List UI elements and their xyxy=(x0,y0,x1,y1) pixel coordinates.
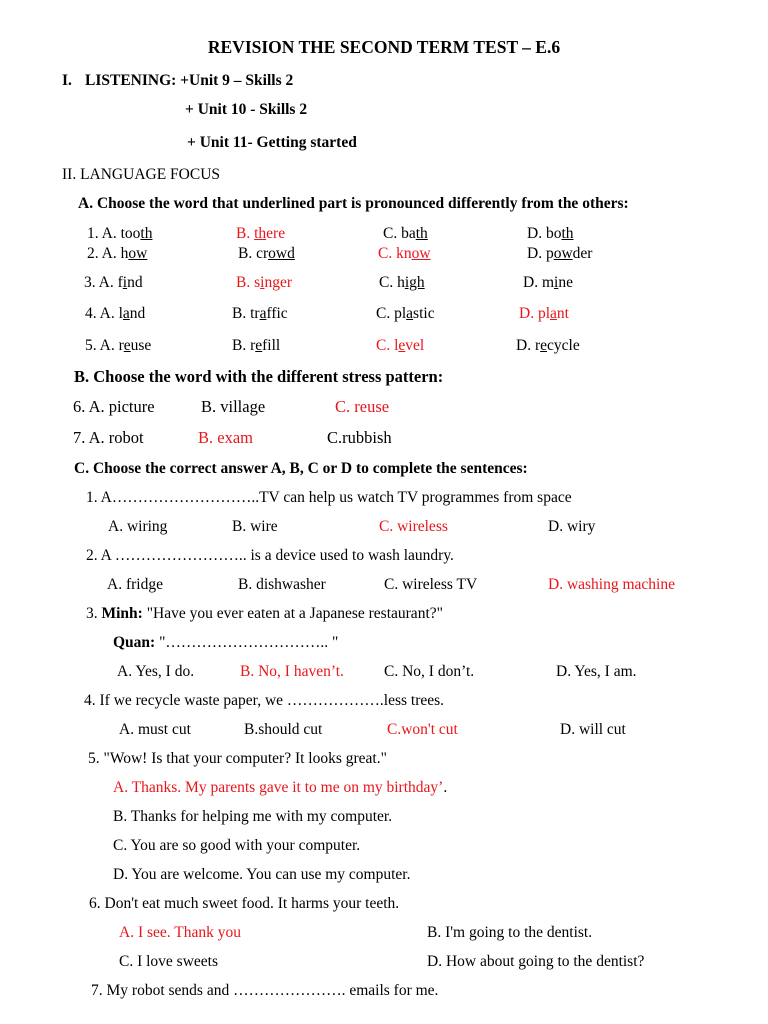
question-3-line-2: "………………………….. " xyxy=(159,634,339,651)
part-a-q3-option-b xyxy=(236,274,292,292)
option-text: D. bo xyxy=(527,225,562,242)
q2-option-b: B. dishwasher xyxy=(238,576,326,593)
option-text: nd xyxy=(129,305,146,322)
option-text: ere xyxy=(266,225,286,242)
underlined-part: ow xyxy=(411,245,431,262)
option-text: 1. A. too xyxy=(87,225,141,242)
question-4-stem: 4. If we recycle waste paper, we ……………….less trees. xyxy=(84,692,445,709)
part-a-q3-option-a xyxy=(84,274,143,292)
question-1-stem: 1. A………………………..TV can help us watch TV programmes from space xyxy=(86,489,572,506)
q3-option-d: D. Yes, I am. xyxy=(556,663,637,680)
option-text: 3. A. f xyxy=(84,274,123,291)
option-text: C. ba xyxy=(383,225,416,242)
option-text: 5. A. r xyxy=(85,337,124,354)
underlined-part: a xyxy=(550,305,557,322)
question-6-option-a: A. I see. Thank you xyxy=(119,924,241,941)
option-text: vel xyxy=(405,337,425,354)
question-5-stem: 5. "Wow! Is that your computer? It looks great." xyxy=(88,750,387,767)
q1-option-c: C. wireless xyxy=(379,518,448,535)
option-text: ne xyxy=(558,274,573,291)
option-text: fill xyxy=(262,337,281,354)
listening-unit-11: + Unit 11- Getting started xyxy=(187,134,357,151)
document-title: REVISION THE SECOND TERM TEST – E.6 xyxy=(207,37,561,57)
underlined-part: th xyxy=(254,225,267,242)
q1-option-b: B. wire xyxy=(232,518,278,535)
underlined-part: ow xyxy=(553,245,573,262)
option-text: use xyxy=(130,337,152,354)
part-a-q3-option-c xyxy=(379,274,425,292)
option-text: D. m xyxy=(523,274,554,291)
part-a-q5-option-c xyxy=(376,337,424,355)
option-text: der xyxy=(572,245,593,262)
language-focus-heading: II. LANGUAGE FOCUS xyxy=(62,166,221,183)
question-5-option-d: D. You are welcome. You can use my computer. xyxy=(113,866,411,883)
question-5-option-b: B. Thanks for helping me with my computer. xyxy=(113,808,393,825)
part-b-q7-option-b: B. exam xyxy=(198,428,253,447)
question-5-option-a-period: . xyxy=(443,779,448,796)
question-6-option-d: D. How about going to the dentist? xyxy=(427,953,645,970)
question-3-number: 3. xyxy=(86,605,98,622)
q2-option-d: D. washing machine xyxy=(548,576,675,593)
part-b-q7-option-a: 7. A. robot xyxy=(73,428,144,447)
option-text: ffic xyxy=(266,305,288,322)
option-text: D. pl xyxy=(519,305,550,322)
underlined-part: e xyxy=(255,337,263,354)
part-a-q2-option-d xyxy=(527,245,592,263)
speaker-minh: Minh: xyxy=(101,605,143,622)
q1-option-a: A. wiring xyxy=(108,518,168,535)
q1-option-d: D. wiry xyxy=(548,518,596,535)
part-a-q4-option-d xyxy=(519,305,569,323)
option-text: C. kn xyxy=(378,245,412,262)
question-6-stem: 6. Don't eat much sweet food. It harms your teeth. xyxy=(89,895,400,912)
q4-option-d: D. will cut xyxy=(560,721,626,738)
q4-option-a: A. must cut xyxy=(119,721,191,738)
speaker-quan: Quan: xyxy=(113,634,156,651)
question-6-option-b: B. I'm going to the dentist. xyxy=(427,924,593,941)
option-text: B. r xyxy=(232,337,256,354)
part-a-q5-option-a xyxy=(85,337,151,355)
option-text: C. h xyxy=(379,274,405,291)
option-text: B. xyxy=(236,225,255,242)
part-a-q2-option-a xyxy=(87,245,147,263)
underlined-part: e xyxy=(398,337,406,354)
underlined-part: e xyxy=(123,337,131,354)
option-text: D. r xyxy=(516,337,541,354)
option-text: 2. A. h xyxy=(87,245,129,262)
option-text: cycle xyxy=(547,337,580,354)
q4-option-c: C.won't cut xyxy=(387,721,458,738)
underlined-part: a xyxy=(259,305,267,322)
question-7-stem: 7. My robot sends and …………………. emails for me. xyxy=(91,982,439,999)
underlined-part: a xyxy=(122,305,130,322)
underlined-part: th xyxy=(561,225,574,242)
q3-option-a: A. Yes, I do. xyxy=(117,663,195,680)
part-a-q5-option-b xyxy=(232,337,280,355)
part-a-q1-option-b xyxy=(236,225,285,243)
option-text: nt xyxy=(556,305,569,322)
part-a-q1-option-c xyxy=(383,225,428,243)
part-b-heading: B. Choose the word with the different stress pattern: xyxy=(74,367,444,386)
underlined-part: ow xyxy=(128,245,148,262)
part-b-q6-option-a: 6. A. picture xyxy=(73,397,155,416)
q4-option-b: B.should cut xyxy=(244,721,323,738)
part-a-q5-option-d xyxy=(516,337,580,355)
underlined-part: i xyxy=(260,274,265,291)
part-a-heading: A. Choose the word that underlined part is pronounced differently from the others: xyxy=(78,195,629,212)
part-b-q6-option-c: C. reuse xyxy=(335,397,390,416)
part-a-q4-option-a xyxy=(85,305,145,323)
option-text: D. p xyxy=(527,245,554,262)
part-c-heading: C. Choose the correct answer A, B, C or D to complete the sentences: xyxy=(74,460,528,477)
underlined-part: i xyxy=(122,274,128,291)
option-text: stic xyxy=(413,305,435,322)
option-text: nd xyxy=(127,274,143,291)
option-text: B. cr xyxy=(238,245,269,262)
part-b-q6-option-b: B. village xyxy=(201,397,266,416)
part-a-q4-option-c xyxy=(376,305,435,323)
listening-unit-10: + Unit 10 - Skills 2 xyxy=(185,101,308,118)
option-text: B. s xyxy=(236,274,261,291)
option-text: nger xyxy=(264,274,292,291)
part-a-q1-option-d xyxy=(527,225,574,243)
underlined-part: th xyxy=(415,225,428,242)
option-text: C. pl xyxy=(376,305,407,322)
part-a-q2-option-b xyxy=(238,245,295,263)
underlined-part: igh xyxy=(404,274,425,291)
option-text: 4. A. l xyxy=(85,305,123,322)
underlined-part: e xyxy=(540,337,547,354)
part-a-q4-option-b xyxy=(232,305,288,323)
underlined-part: a xyxy=(406,305,414,322)
underlined-part: th xyxy=(140,225,153,242)
question-6-option-c: C. I love sweets xyxy=(119,953,219,970)
q2-option-a: A. fridge xyxy=(107,576,163,593)
question-3-reply xyxy=(113,634,338,652)
question-5-option-a-text: A. Thanks. My parents gave it to me on my birthday’ xyxy=(113,779,444,796)
part-a-q1-option-a xyxy=(87,225,152,243)
listening-heading: LISTENING: +Unit 9 – Skills 2 xyxy=(85,72,294,89)
q3-option-b: B. No, I haven’t. xyxy=(240,663,344,680)
listening-heading-number: I. xyxy=(62,72,72,89)
underlined-part: owd xyxy=(268,245,295,262)
part-a-q3-option-d xyxy=(523,274,573,292)
question-3-line-1: "Have you ever eaten at a Japanese restaurant?" xyxy=(146,605,443,622)
part-b-q7-option-c: C.rubbish xyxy=(327,428,392,447)
question-2-stem: 2. A …………………….. is a device used to wash laundry. xyxy=(86,547,454,564)
question-3-stem xyxy=(86,605,443,623)
q2-option-c: C. wireless TV xyxy=(384,576,478,593)
part-a-q2-option-c xyxy=(378,245,431,263)
option-text: C. l xyxy=(376,337,399,354)
q3-option-c: C. No, I don’t. xyxy=(384,663,475,680)
option-text: B. tr xyxy=(232,305,260,322)
question-5-option-a xyxy=(113,779,447,797)
underlined-part: i xyxy=(554,274,559,291)
question-5-option-c: C. You are so good with your computer. xyxy=(113,837,361,854)
